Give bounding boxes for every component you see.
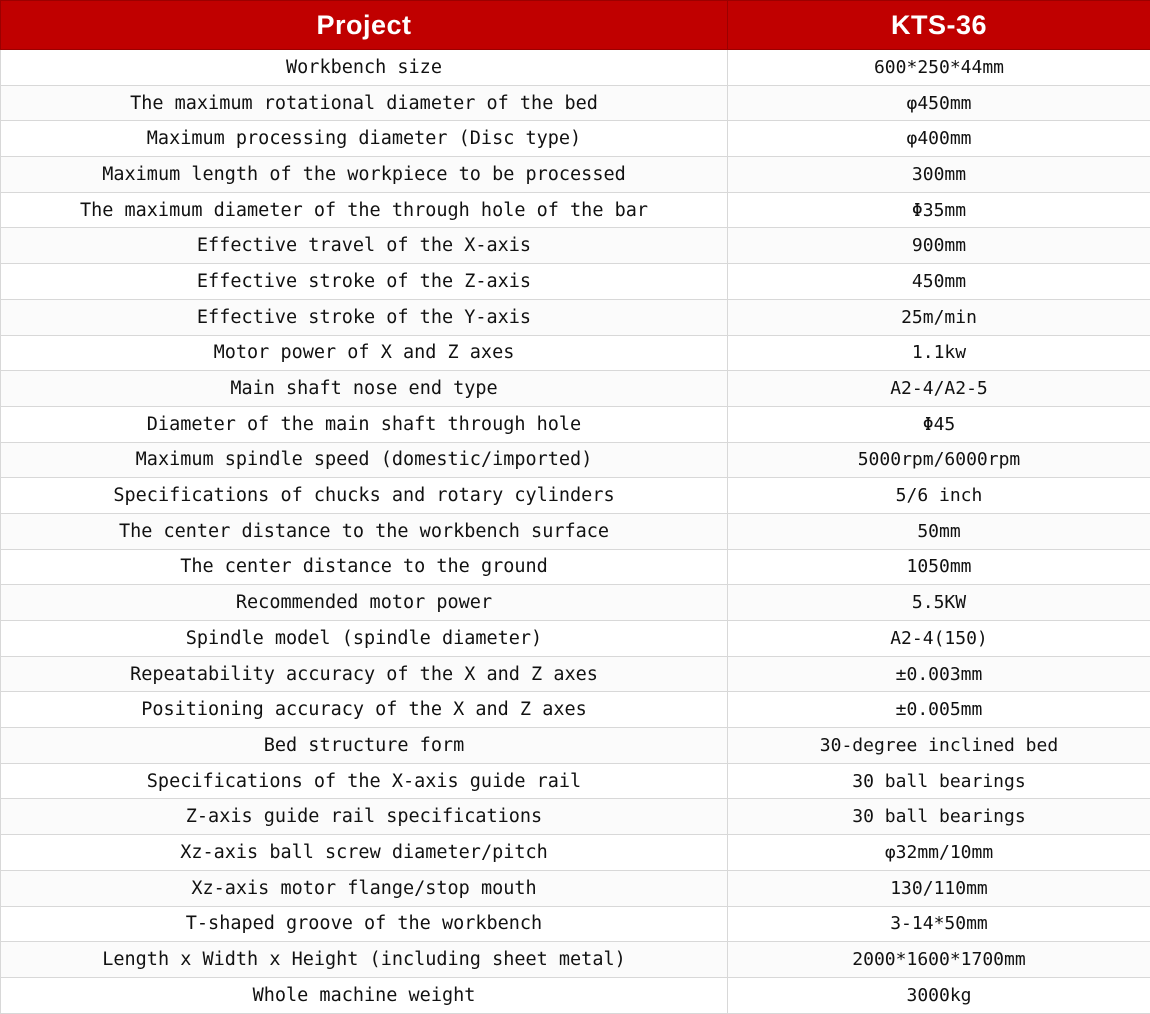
table-cell-value: 450mm (728, 264, 1150, 300)
table-cell-value: A2-4(150) (728, 621, 1150, 657)
table-row (1, 192, 1150, 228)
table-cell-project: Z-axis guide rail specifications (1, 799, 728, 835)
table-row (1, 906, 1150, 942)
table-cell-value: A2-4/A2-5 (728, 371, 1150, 407)
header-cell-model: KTS-36 (728, 1, 1150, 50)
table-cell-value: φ400mm (728, 121, 1150, 157)
table-row (1, 371, 1150, 407)
table-header (1, 1, 1150, 50)
table-cell-value: 900mm (728, 228, 1150, 264)
table-row (1, 977, 1150, 1013)
table-cell-value: ±0.005mm (728, 692, 1150, 728)
table-row (1, 264, 1150, 300)
table-cell-project: Workbench size (1, 50, 728, 86)
table-row (1, 50, 1150, 86)
table-row (1, 335, 1150, 371)
table-cell-project: Specifications of chucks and rotary cylinders (1, 478, 728, 514)
table-cell-project: Main shaft nose end type (1, 371, 728, 407)
table-cell-value: 5.5KW (728, 585, 1150, 621)
table-cell-project: Xz-axis ball screw diameter/pitch (1, 835, 728, 871)
table-cell-project: Bed structure form (1, 728, 728, 764)
table-row (1, 478, 1150, 514)
table-row (1, 870, 1150, 906)
table-cell-value: Φ45 (728, 406, 1150, 442)
table-cell-value: 600*250*44mm (728, 50, 1150, 86)
table-cell-project: The center distance to the workbench surface (1, 513, 728, 549)
table-cell-project: Recommended motor power (1, 585, 728, 621)
table-row (1, 585, 1150, 621)
table-cell-project: Maximum processing diameter (Disc type) (1, 121, 728, 157)
table-cell-value: 30-degree inclined bed (728, 728, 1150, 764)
table-cell-project: Length x Width x Height (including sheet metal) (1, 942, 728, 978)
table-cell-value: 50mm (728, 513, 1150, 549)
table-cell-value: 1050mm (728, 549, 1150, 585)
table-cell-project: T-shaped groove of the workbench (1, 906, 728, 942)
table-header-row (1, 1, 1150, 50)
header-cell-project: Project (1, 1, 728, 50)
table-row (1, 656, 1150, 692)
table-row (1, 692, 1150, 728)
table-cell-project: Effective travel of the X-axis (1, 228, 728, 264)
table-cell-value: 300mm (728, 157, 1150, 193)
table-cell-project: Effective stroke of the Y-axis (1, 299, 728, 335)
table-row (1, 228, 1150, 264)
table-cell-project: Maximum spindle speed (domestic/imported) (1, 442, 728, 478)
table-row (1, 299, 1150, 335)
table-row (1, 942, 1150, 978)
table-cell-value: φ32mm/10mm (728, 835, 1150, 871)
table-cell-value: 25m/min (728, 299, 1150, 335)
table-cell-value: 30 ball bearings (728, 799, 1150, 835)
table-cell-value: Φ35mm (728, 192, 1150, 228)
table-cell-project: Maximum length of the workpiece to be processed (1, 157, 728, 193)
table-row (1, 85, 1150, 121)
table-cell-project: Repeatability accuracy of the X and Z axes (1, 656, 728, 692)
table-body (1, 50, 1150, 1014)
table-row (1, 799, 1150, 835)
table-cell-project: Whole machine weight (1, 977, 728, 1013)
table-row (1, 513, 1150, 549)
table-cell-value: 130/110mm (728, 870, 1150, 906)
table-row (1, 728, 1150, 764)
table-cell-value: 3-14*50mm (728, 906, 1150, 942)
table-cell-value: 2000*1600*1700mm (728, 942, 1150, 978)
table-cell-project: Diameter of the main shaft through hole (1, 406, 728, 442)
table-cell-value: φ450mm (728, 85, 1150, 121)
table-cell-project: Positioning accuracy of the X and Z axes (1, 692, 728, 728)
table-cell-project: The maximum rotational diameter of the bed (1, 85, 728, 121)
table-row (1, 121, 1150, 157)
table-row (1, 157, 1150, 193)
table-row (1, 763, 1150, 799)
table-cell-value: 1.1kw (728, 335, 1150, 371)
table-row (1, 621, 1150, 657)
table-cell-project: Xz-axis motor flange/stop mouth (1, 870, 728, 906)
table-row (1, 442, 1150, 478)
table-cell-value: 5000rpm/6000rpm (728, 442, 1150, 478)
table-cell-project: Specifications of the X-axis guide rail (1, 763, 728, 799)
table-row (1, 835, 1150, 871)
table-row (1, 406, 1150, 442)
table-cell-value: 3000kg (728, 977, 1150, 1013)
table-cell-project: The center distance to the ground (1, 549, 728, 585)
table-cell-value: 30 ball bearings (728, 763, 1150, 799)
table-row (1, 549, 1150, 585)
table-cell-value: ±0.003mm (728, 656, 1150, 692)
table-cell-project: Spindle model (spindle diameter) (1, 621, 728, 657)
table-cell-value: 5/6 inch (728, 478, 1150, 514)
table-cell-project: Motor power of X and Z axes (1, 335, 728, 371)
table-cell-project: Effective stroke of the Z-axis (1, 264, 728, 300)
table-cell-project: The maximum diameter of the through hole of the bar (1, 192, 728, 228)
